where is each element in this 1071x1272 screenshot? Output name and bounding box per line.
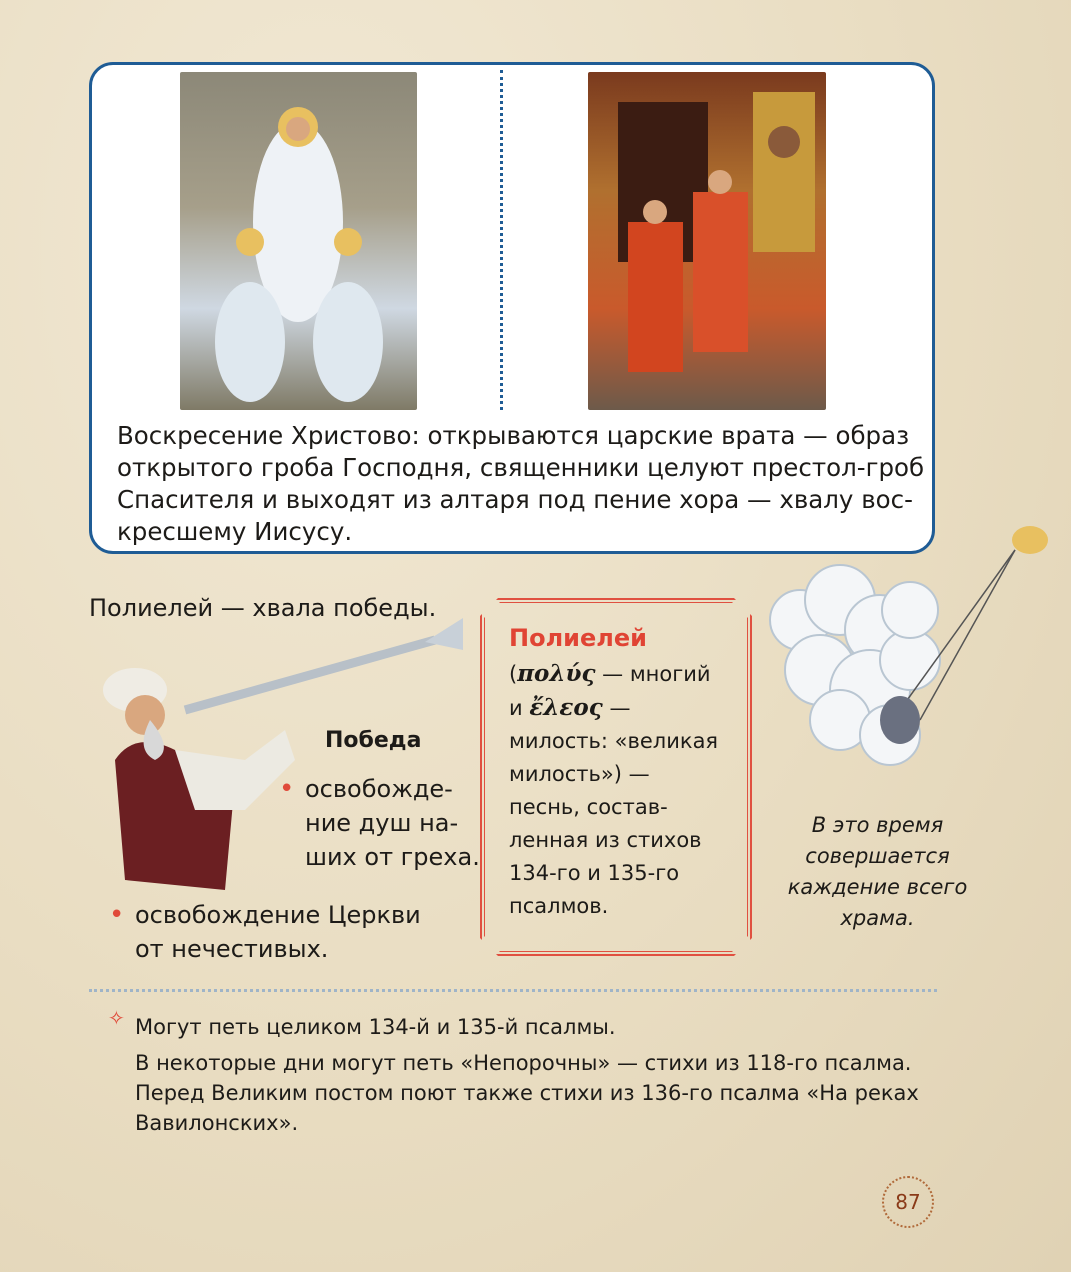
definition-text [509, 622, 749, 923]
caption-line: храма. [840, 906, 915, 930]
definition-line: ленная из стихов [509, 828, 702, 852]
bullet-line: ших от греха. [305, 843, 480, 871]
conjunction: и [509, 696, 530, 720]
paren: ( [509, 662, 518, 686]
gloss: — многий [595, 662, 711, 686]
definition-greek-line-1 [509, 657, 749, 691]
caption-line: совершается [805, 844, 950, 868]
definition-line: милость: «великая [509, 729, 719, 753]
bullet-line: освобождение Церкви [135, 901, 421, 929]
section-separator [89, 989, 937, 992]
definition-title: Полиелей [509, 624, 647, 652]
greek-word: ἔλεος [529, 694, 603, 721]
bullet-line: от нечестивых. [135, 935, 329, 963]
sparkle-icon: ✧ [108, 1006, 125, 1030]
victory-bullet-2 [109, 898, 421, 966]
victory-bullet-1 [279, 772, 480, 874]
bullet-dot: • [109, 900, 125, 930]
note-line: В некоторые дни могут петь «Непорочны» — стихи из 118-го псалма. [135, 1051, 912, 1075]
caption-line: каждение всего [787, 875, 968, 899]
definition-line: 134-го и 135-го [509, 861, 680, 885]
definition-line: песнь, состав- [509, 795, 668, 819]
bullet-dot: • [279, 774, 295, 804]
censing-caption [770, 810, 985, 934]
note-line: Перед Великим постом поют также стихи из 136-го псалма «На реках [135, 1081, 919, 1105]
greek-word: πολύς [517, 660, 596, 687]
resurrection-illustration [180, 72, 417, 410]
caption-line: В это время [811, 813, 944, 837]
caption-line: Воскресение Христово: открываются царские врата — образ [117, 421, 910, 450]
definition-greek-line-2 [509, 691, 749, 725]
dash: — [602, 696, 631, 720]
caption-line: кресшему Иисусу. [117, 517, 353, 546]
definition-line: милость») — [509, 762, 650, 786]
caption-line: открытого гроба Господня, священники целуют престол-гроб [117, 453, 925, 482]
definition-line: псалмов. [509, 894, 609, 918]
note-line: Вавилонских». [135, 1111, 299, 1135]
dotted-divider [500, 70, 503, 410]
note-line: Могут петь целиком 134-й и 135-й псалмы. [135, 1015, 616, 1039]
church-altar-illustration [588, 72, 826, 410]
censer-illustration [760, 520, 1060, 790]
caption-line: Спасителя и выходят из алтаря под пение хора — хвалу вос- [117, 485, 913, 514]
bullet-line: ние душ на- [305, 809, 459, 837]
page-number: 87 [882, 1176, 934, 1228]
victory-heading: Победа [325, 728, 422, 753]
notes [135, 1012, 935, 1138]
polyeley-intro: Полиелей — хвала победы. [89, 594, 437, 622]
bullet-line: освобожде- [305, 775, 453, 803]
